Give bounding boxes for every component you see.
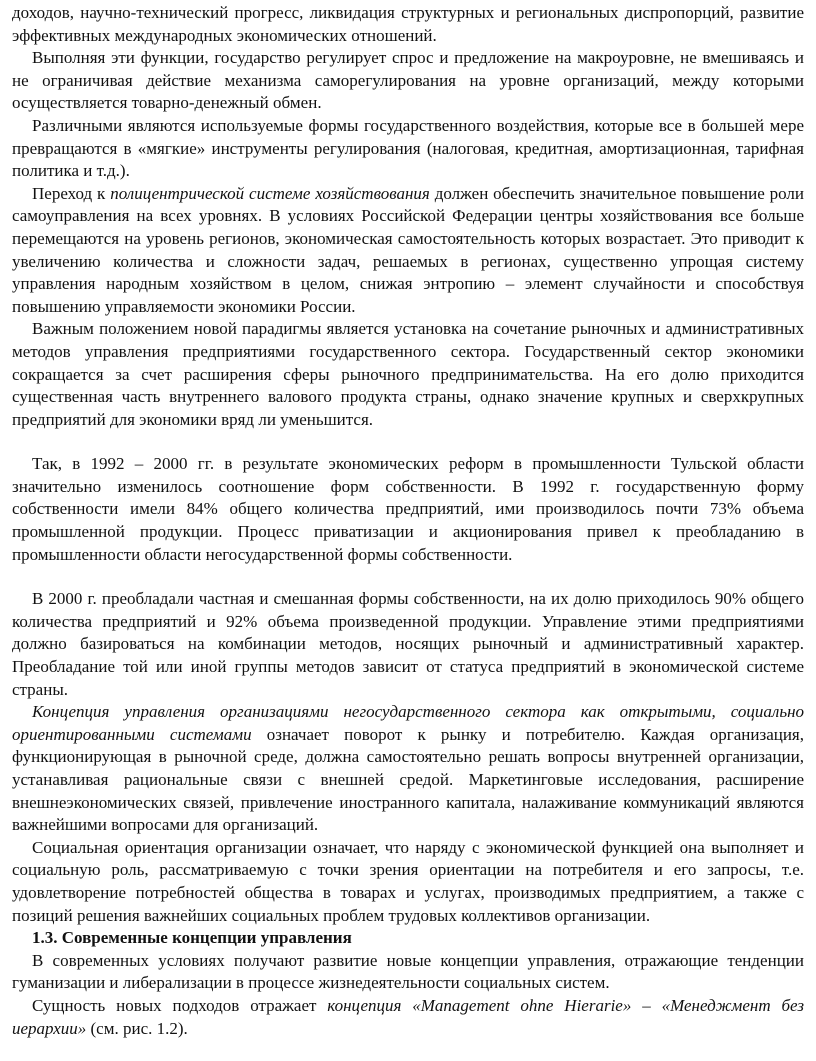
italic-text-segment: концепция «Management ohne Hierarie» – «Менеджмент без иерархии» xyxy=(12,995,804,1038)
body-paragraph xyxy=(12,588,804,701)
text-segment: Сущность новых подходов отражает xyxy=(32,995,328,1015)
text-segment: должен обеспечить значительное повышение роли самоуправления на всех уровнях. В условиях Российской Федерации центры хозяйствования все больше перемещаются на уровень регионов, экономическая самостоятельность которых возрастает. Это приводит к увеличению количества и сложности задач, решаемых в регионах, существенно упрощая систему управления народным хозяйством в целом, снижая энтропию – элемент случайности и способствуя повышению управляемости экономики России. xyxy=(12,183,805,316)
body-paragraph xyxy=(12,2,804,47)
body-paragraph xyxy=(12,318,804,431)
text-segment: Выполняя эти функции, государство регулирует спрос и предложение на макроуровне, не вмешиваясь и не ограничивая действие механизма саморегулирования на уровне организаций, между которыми осуществляется товарно-денежный обмен. xyxy=(12,48,804,113)
body-paragraph xyxy=(12,701,804,837)
body-paragraph xyxy=(12,837,804,927)
text-segment: означает поворот к рынку и потребителю. Каждая организация, функционирующая в рыночной среде, должна самостоятельно решать вопросы внутренней организации, устанавливая рациональные связи с внешней средой. Маркетинговые исследования, расширение внешнеэкономических связей, привлечение иностранного капитала, налаживание коммуникаций являются важнейшими вопросами для организаций. xyxy=(12,724,804,835)
text-segment: Так, в 1992 – 2000 гг. в результате экономических реформ в промышленности Тульской области значительно изменилось соотношение форм собственности. В 1992 г. государственную форму собственности имели 84% общего количества предприятий, ими производилось почти 73% объема промышленной продукции. Процесс приватизации и акционирования привел к преобладанию в промышленности области негосударственной формы собственности. xyxy=(12,454,804,564)
text-segment: доходов, научно-технический прогресс, ликвидация структурных и региональных диспропорций, развитие эффективных международных экономических отношений. xyxy=(12,3,804,45)
body-paragraph xyxy=(12,183,804,319)
text-segment: (см. рис. 1.2). xyxy=(86,1018,188,1038)
section-heading xyxy=(12,927,804,950)
text-segment: Различными являются используемые формы государственного воздействия, которые все в большей мере превращаются в «мягкие» инструменты регулирования (налоговая, кредитная, амортизационная, тарифная политика и т.д.). xyxy=(12,115,804,181)
text-segment: 1.3. Современные концепции управления xyxy=(32,928,352,948)
italic-text-segment: Концепция управления организациями негосударственного сектора как открытыми, социально ориентированными системами xyxy=(12,702,804,744)
text-segment: Переход к xyxy=(32,183,111,203)
text-segment: Социальная ориентация организации означает, что наряду с экономической функцией она выполняет и социальную роль, рассматриваемую с точки зрения ориентации на потребителя и его запросы, т.е. удовлетворение потребностей общества в товарах и услугах, производимых предприятием, а также с позиций решения важнейших социальных проблем трудовых коллективов организации. xyxy=(12,837,804,925)
body-paragraph xyxy=(12,995,804,1040)
body-paragraph xyxy=(12,115,804,183)
body-paragraph xyxy=(12,950,804,995)
body-paragraph xyxy=(12,453,804,566)
text-segment: В 2000 г. преобладали частная и смешанная формы собственности, на их долю приходилось 90% общего количества предприятий и 92% объема произведенной продукции. Управление этими предприятиями должно базироваться на комбинации методов, носящих рыночный и административный характер. Преобладание той или иной группы методов зависит от статуса предприятий в экономической системе страны. xyxy=(12,589,804,699)
text-segment: Важным положением новой парадигмы является установка на сочетание рыночных и административных методов управления предприятиями государственного сектора. Государственный сектор экономики сокращается за счет расширения сферы рыночного предпринимательства. На его долю приходится существенная часть внутреннего валового продукта страны, однако значение крупных и сверхкрупных предприятий для экономики вряд ли уменьшится. xyxy=(12,319,804,429)
italic-text-segment: полицентрической системе хозяйствования xyxy=(110,183,430,203)
body-paragraph xyxy=(12,47,804,115)
document-body xyxy=(12,2,804,1040)
text-segment: В современных условиях получают развитие новые концепции управления, отражающие тенденции гуманизации и либерализации в процессе жизнедеятельности социальных систем. xyxy=(12,950,804,993)
